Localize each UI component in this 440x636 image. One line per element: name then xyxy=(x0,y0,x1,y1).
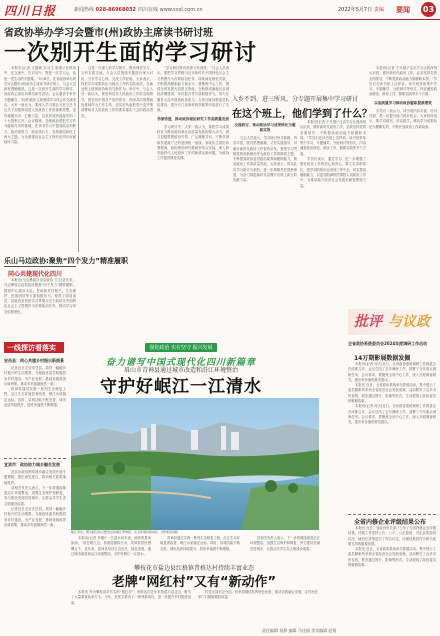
frontline-body-2: 宜宾市政协围绕城乡融合发展开展专题调研，提出意见建议，推动相关政策落地见效。 xyxy=(4,470,66,485)
bottom-story-column-1 xyxy=(71,590,191,626)
left-story-column xyxy=(4,278,76,338)
right-story-3-body: 本报讯 近日，省政协有关部门公布了全省内修企业评级结果。评级工作坚持公开、公平、公正原则，对企业的经营状况、诚信记录等进行了综合评定，评级结果将作为相关政策支持的重要依据。 xyxy=(348,526,436,546)
side-story-kicker: 入乡不到、进三所风，分专题开展集中学习研讨 xyxy=(232,96,359,103)
newspaper-logo: 四川日报 xyxy=(4,4,57,18)
lead-column-4 xyxy=(233,120,297,336)
bottom-story-body-2: 村党支部书记介绍，村里将继续发挥特色优势，推动农旅融合发展，让村民在家门口就能增收致富。 xyxy=(198,590,318,600)
right-story-3-body-extra: 本报讯 近日，全省政协系统举办影展活动，集中展示了委员履职风采和全省经济社会发展成就。活动吸引了众多市民参观，展览通过图片、影像等形式，生动展现了政协委员的履职故事。 xyxy=(348,547,436,568)
lead-subhead-a: 学深悟透，推动政协理论研究工作高质量发展 xyxy=(157,116,229,121)
frontline-column-1 xyxy=(4,366,66,456)
feature-banner xyxy=(70,334,292,368)
page-number-badge: 03 xyxy=(421,2,436,17)
frontline-body-1: 记者近日走访安岳县，看到一幅幅乡村振兴的生动图景。当地政协委员积极投身乡村建设，为产业发展、基础设施改善出谋划策，推动乡村面貌焕然一新。 xyxy=(4,366,66,386)
right-divider xyxy=(348,514,436,515)
frontline-subhead-2: 宜宾市：政协助力城乡融合发展 xyxy=(4,462,60,467)
left-story-rule xyxy=(4,266,76,267)
lead-body-3: “学习研讨既有高度又有深度。”与会人员表示，要把学习贯彻习近平新时代中国特色社会主义思想作为首要政治任务，持续深化理论武装，不断提高履职能力和水平。要聚焦中心工作，围绕全省发展大局建言资政，在助推成渝地区双城经济圈建设、乡村振兴等方面积极作为，努力在服务大局中展现政协担当。大家还就加强委员队伍建设、提升专门协商机构效能等内容进行了交流。 xyxy=(157,66,229,113)
frontline-label xyxy=(4,342,64,353)
left-story-subhead: 同心共建现代化四川 xyxy=(8,271,63,278)
feature-column-1 xyxy=(71,536,151,560)
feature-column-2 xyxy=(160,536,240,560)
bottom-story-kicker: 攀枝花市盐边县红格镇昔格达村持续丰富业态 xyxy=(133,565,254,572)
news-hotline: 新闻热线 028-86968032 xyxy=(74,7,136,13)
lead-body-2: 这是一次深入的学习研讨，既有理论学习，又有实践交流。与会人员围绕专题进行深入讨论，分享学习心得，交流工作经验。大家表示，将把学习成果转化为推动工作的实际成效，在新征程上展现政协新担当新作为。研讨中，与会人员一致认为，要坚持党对人民政协工作的全面领导，把坚持中国共产党的领导、巩固共同思想政治基础作为工作主线，切实担负起把党中央决策部署和对人民政协工作的要求落实下去的政治责任。 xyxy=(81,66,153,118)
feature-body-2: 青神县通过实施一系列生态修复工程，沿江生态环境显著改善，岷江水质稳定达标。同时，县城功能不断完善，城市品质持续提升，居民幸福感不断增强。 xyxy=(160,536,240,551)
left-story-body: 本报讯(马边彝族自治县政协 王宇)近年来，马边彝族自治县政协聚焦“四个发力”精准履职，围绕中心服务大局，在助推乡村振兴、生态保护、民族团结等方面积极作为，取得了明显成效。县政协坚持把学习贯彻习近平新时代中国特色社会主义思想作为首要政治任务，推动学习常态化制度化。 xyxy=(4,278,76,314)
feature-kicker: 眉山市青神县通过城市改造和沿江环境整治 xyxy=(123,367,238,374)
right-story-1-headline: 全省政协系统委员会2024年度调研工作启动 xyxy=(348,341,428,346)
frontline-subhead-1: 安岳县：同心共建乡村振兴新图景 xyxy=(4,358,64,363)
frontline-body-1b: 青神县通过实施一系列生态修复工程，沿江生态环境显著改善，岷江水质稳定达标。同时，县城功能不断完善，城市品质持续提升，居民幸福感不断增强。 xyxy=(4,387,66,408)
website-link[interactable]: 四川在线 www.scol.com.cn xyxy=(138,7,203,13)
lead-subhead-b: 交流研讨，推动政协学习成果转化为履职实效 xyxy=(234,123,296,132)
side-story-body-1: 本报讯(记者 王代强)“这次学习让我深刻认识到，做好新时代政协工作，必须坚持党的全面领导，不断提高政治能力和履职本领。”学员们在读书班上这样说。读书班采取集中学习、专题辅导、分组研讨等形式，内容涵盖政治理论、政协工作、履职实践等多个方面。 xyxy=(300,120,366,156)
lead-body-5: 与会人员表示，学习研讨形式新颖、内容丰富，既有思想碰撞，又有实践指导，对做好新时代政协工作很有启发。要把学习贯彻党的创新理论作为政协工作的鲜明主题，不断提高政协委员政治素养和履职能力，推动政协工作高质量发展。大家表示，将以此次学习研讨为契机，进一步增强责任感使命感，为奋力推进新时代治蜀兴川再上新台阶贡献力量。 xyxy=(233,136,297,183)
section-tag: 要闻 xyxy=(396,6,410,14)
side-story-body-3a: 本报讯(记者 王代强)“这次学习让我深刻认识到，做好新时代政协工作，必须坚持党的全面领导，不断提高政治能力和履职本领。”学员们在读书班上这样说。读书班采取集中学习、专题辅导、分组研讨等形式，内容涵盖政治理论、政协工作、履职实践等多个方面。 xyxy=(369,66,437,97)
frontline-body-2b: 县相关负责人表示，下一步将继续推进沿江环境整治，加强生态保护和修复，努力建设美丽宜居城市，让群众共享生态文明建设成果。 xyxy=(4,485,66,506)
bottom-story-column-2 xyxy=(198,590,318,626)
side-story-column-1 xyxy=(300,120,366,336)
side-story-column-2 xyxy=(369,66,437,306)
frontline-text: 一线探访看落实 xyxy=(7,344,56,352)
river-landscape-image xyxy=(71,398,319,530)
right-story-2-body: 本报讯 近日，全省政协系统举办影展活动，集中展示了委员履职风采和全省经济社会发展成就。活动吸引了众多市民参观，展览通过图片、影像等形式，生动展现了政协委员的履职故事。 xyxy=(348,383,436,404)
side-story-headline: 在这个班上，他们学到了什么？ xyxy=(232,109,372,120)
bottom-story-body-1: 本报讯 作为攀枝花市有名的“网红村”，昔格达村近年来持续丰富业态，吸引了大量游客前来打卡。今年，村里又推出了一系列新项目，进一步提升乡村旅游品质。 xyxy=(71,590,191,605)
lead-column-2 xyxy=(81,66,153,336)
masthead xyxy=(0,0,440,20)
photo-caption: 岷江风光。图为经过综合整治后的岷江青神段，生态环境持续向好。(青神县供图) xyxy=(71,530,179,534)
right-story-2-headline: 14万期影展数据发掘 xyxy=(354,355,411,362)
right-story-2-column xyxy=(348,362,436,512)
column-divider xyxy=(78,66,79,252)
lead-column-3 xyxy=(157,66,229,336)
right-story-1-body: 本报讯(记者 周天)近日，全省政协系统调研工作推进会在成都召开，会议总结了去年调研工作，部署了今年重点调研任务。会议要求，要聚焦全省中心工作，深入开展调查研究，提出有价值的意见建议。 xyxy=(348,362,436,382)
frontline-body-2c: 记者近日走访安岳县，看到一幅幅乡村振兴的生动图景。当地政协委员积极投身乡村建设，为产业发展、基础设施改善出谋划策，推动乡村面貌焕然一新。 xyxy=(4,507,66,527)
frontline-divider xyxy=(4,458,66,459)
feature-banner-small: 强化政治 实在坚守 振兴发展 xyxy=(145,343,216,352)
feature-body-1: 本报讯(记者 李刚)“一江清水向东流，两岸风景美如画。”站在岷江边，看着清澈的江水，青神县居民感慨万千。近年来，青神县坚持生态优先、绿色发展，通过城市改造和沿江环境整治，守护好岷江一江清水。 xyxy=(71,536,151,556)
frontline-column-2 xyxy=(4,470,66,626)
bottom-story-headline: 老牌“网红村”又有“新动作” xyxy=(111,575,277,590)
side-story-body-2: 学员们表示，通过学习，进一步增强了做好政协工作的信心和决心。要立足本职岗位，把学到的知识运用到工作中去，切实提高履职能力，以更加饱满的热情投入到政协工作中，为推动地方经济社会发展贡献智慧和力量。 xyxy=(300,157,366,188)
lead-headline: 一次别开生面的学习研讨 xyxy=(4,41,258,66)
feature-body-3: 县相关负责人表示，下一步将继续推进沿江环境整治，加强生态保护和修复，努力建设美丽宜居城市，让群众共享生态文明建设成果。 xyxy=(250,536,320,551)
feature-headline: 守护好岷江一江清水 xyxy=(100,377,262,397)
left-story-headline: 乐山马边政协:聚焦“四个发力”精准履职 xyxy=(4,257,128,265)
right-story-2-body-extra: 本报讯(记者 周天)近日，全省政协系统调研工作推进会在成都召开，会议总结了去年调研工作，部署了今年重点调研任务。会议要求，要聚焦全省中心工作，深入开展调查研究，提出有价值的意见建议。 xyxy=(348,404,436,425)
side-story-body-3: 学员们一致认为，读书班内容丰富、针对性强，是一次提升能力的好机会。大家纷纷表示，要学以致用、用以促学，推动学习成果转化为履职实效，不断开创政协工作新局面。 xyxy=(369,108,437,129)
right-story-3-column xyxy=(348,526,436,626)
lead-body-1: 本报讯(记者 文露敏 实习生 陈燕)“在朗读中、在交流中、在对话中，既是一次学习会，也是一堂生动的专题课。”5月6日，在省政协举办的学习会暨市(州)政协主席读书研讨班上，与会人员深有感触地说。这是一次别开生面的学习研讨。省政协主席田向利出席并讲话。会议邀请专家作专题辅导，市(州)政协主席围绕学习体会作交流发言。大家一致认为，要深入学习领会习近平总书记关于加强和改进人民政协工作的重要思想，更好凝聚共识、汇聚力量，以优异成绩迎接党的二十大胜利召开。会议强调，各级政协要把学习作为履职尽责的基础，在读书学习中提高政治判断力、政治领悟力、政治执行力，坚持团结和民主两大主题，为全面建设社会主义现代化四川贡献政协力量。 xyxy=(4,66,76,145)
lead-column-1 xyxy=(4,66,76,252)
river-photo xyxy=(71,398,319,530)
commentary-part-2: 与议政 xyxy=(388,314,430,330)
commentary-banner xyxy=(348,309,436,335)
editor-credits: 责任编辑 侯静 编辑 马佳丽 美术编辑 赵翔 xyxy=(262,628,337,633)
issue-date: 2022年5月7日 xyxy=(338,7,373,13)
editor-label: 责编 xyxy=(374,7,385,13)
commentary-part-1: 批评 xyxy=(354,314,382,330)
lead-kicker: 省政协举办学习会暨市(州)政协主席读书研讨班 xyxy=(4,28,214,39)
side-story-subhead: 以高质量学习推动政协履职提质增效 xyxy=(374,100,432,105)
feature-banner-large: 奋力谱写中国式现代化四川新篇章 xyxy=(105,358,256,368)
lead-body-4: 学习研讨中，大家一致认为，要把学习成果转化为推动政协事业高质量发展的强大动力，着力加强思想政治引领，广泛凝聚共识，不断巩固和发展最广泛的爱国统一战线。省政协主席田向利强调，政协理论研究要紧密结合实际，深入研究新时代人民政协工作的新情况新问题，为政协工作提供理论支撑。 xyxy=(157,124,229,161)
feature-column-3 xyxy=(250,536,320,560)
right-story-3-headline: 全省内修企业评级结果公布 xyxy=(354,519,427,526)
